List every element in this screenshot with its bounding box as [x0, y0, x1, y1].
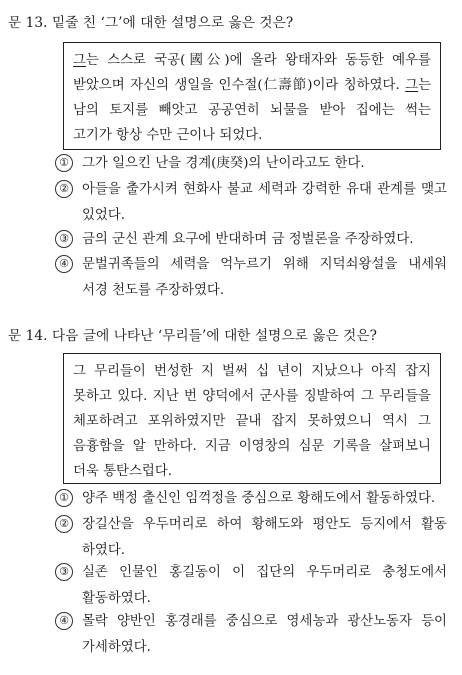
option-text: 아들을 출가시켜 현화사 불교 세력과 강력한 유대 관계를 맺고 [82, 182, 447, 197]
option-number: ① [55, 489, 73, 507]
passage-line: 음흉함을 알 만하다. 지금 이영창의 심문 기록을 살펴보니 [73, 439, 431, 454]
option-text: 양주 백정 출신인 임꺽정을 중심으로 황해도에서 활동하였다. [82, 491, 436, 506]
option-text: 실존 인물인 홍길동이 이 집단의 우두머리로 충청도에서 [82, 565, 447, 580]
q13-option-3[interactable] [55, 227, 447, 253]
option-text: 가세하였다. [82, 640, 151, 655]
q14-option-1[interactable] [55, 486, 447, 512]
option-text: 하였다. [82, 543, 126, 558]
option-text: 그가 일으킨 난을 경계(庚癸)의 난이라고도 한다. [82, 156, 365, 171]
passage-line: 고기가 항상 수만 근이나 되었다. [73, 128, 263, 143]
q14-option-2[interactable] [55, 512, 447, 564]
question-13-title: 문 13. 밑줄 친 ‘그’에 대한 설명으로 옳은 것은? [8, 15, 294, 31]
question-14-title: 문 14. 다음 글에 나타난 ‘무리들’에 대한 설명으로 옳은 것은? [8, 328, 378, 344]
option-number: ④ [55, 255, 73, 273]
option-number: ③ [55, 563, 73, 581]
passage-line: 받았으며 자신의 생일을 인수절(仁壽節)이라 칭하였다. 그는 [73, 78, 431, 93]
passage-line: 그는 스스로 국공(國公)에 올라 왕태자와 동등한 예우를 [73, 53, 431, 68]
passage-line: 남의 토지를 빼앗고 공공연히 뇌물을 받아 집에는 썩는 [73, 103, 431, 118]
option-number: ② [55, 515, 73, 533]
option-number: ④ [55, 612, 73, 630]
option-number: ① [55, 154, 73, 172]
passage-line: 더욱 통탄스럽다. [73, 464, 173, 479]
question-13-passage [63, 42, 441, 150]
q13-option-1[interactable] [55, 151, 447, 177]
question-14-passage [63, 353, 441, 484]
option-text: 문벌귀족들의 세력을 억누르기 위해 지덕쇠왕설을 내세워 [82, 257, 447, 272]
option-text: 금의 군신 관계 요구에 반대하며 금 정벌론을 주장하였다. [82, 232, 414, 247]
option-text: 활동하였다. [82, 591, 151, 606]
passage-line: 체포하려고 포위하였지만 끝내 잡지 못하였으니 역시 그 [73, 414, 431, 429]
underlined-word: 그 [405, 78, 419, 93]
underlined-word: 그 [73, 53, 86, 68]
option-text: 서경 천도를 주장하였다. [82, 283, 225, 298]
option-text: 장길산을 우두머리로 하여 황해도와 평안도 등지에서 활동 [82, 517, 447, 532]
q13-option-4[interactable] [55, 252, 447, 304]
option-number: ③ [55, 230, 73, 248]
q14-option-3[interactable] [55, 560, 447, 612]
q14-option-4[interactable] [55, 609, 447, 661]
option-text: 있었다. [82, 208, 126, 223]
option-text: 몰락 양반인 홍경래를 중심으로 영세농과 광산노동자 등이 [82, 614, 447, 629]
option-number: ② [55, 180, 73, 198]
passage-line: 못하고 있다. 지난 번 양덕에서 군사를 징발하여 그 무리들을 [73, 389, 431, 404]
passage-line: 그 무리들이 번성한 지 벌써 십 년이 지났으나 아직 잡지 [73, 364, 431, 379]
q13-option-2[interactable] [55, 177, 447, 229]
